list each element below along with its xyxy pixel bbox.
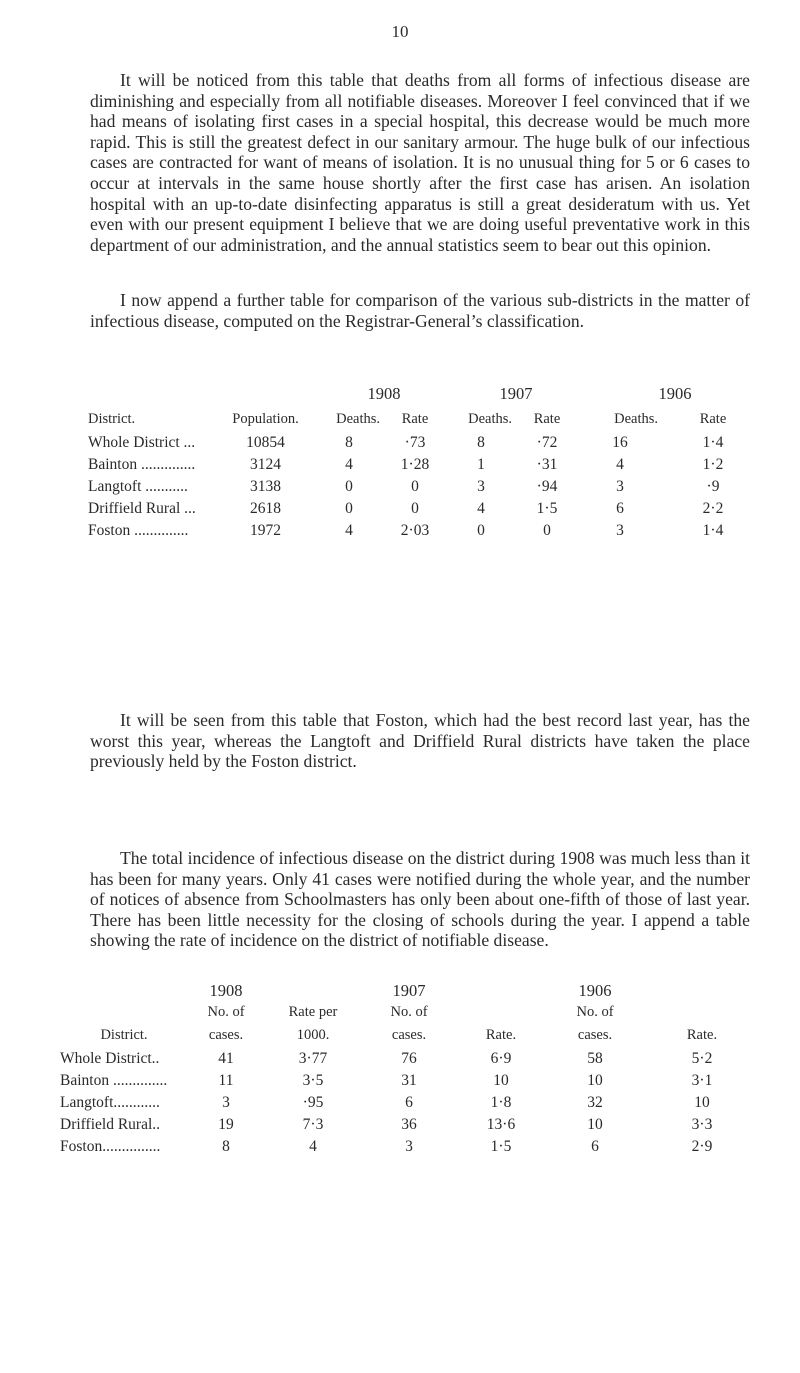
- row-cases-1907: 31: [401, 1072, 417, 1089]
- row-district: Bainton ..............: [88, 456, 196, 473]
- year-1907: 1907: [392, 981, 426, 1000]
- column-header-row-1: [60, 1002, 760, 1022]
- row-rate-1907: ·72: [536, 434, 558, 451]
- row-rate-1908: ·73: [404, 434, 426, 451]
- paragraph-total-incidence: The total incidence of infectious disease on the district during 1908 was much less than it has been for many years. Only 41 cases were notified during the whole year, and the number of notices of absence from Schoolmasters has only been about one-fifth of those of last year. There has been little necessity for the closing of schools during the year. I append a table showing the rate of incidence on the district of notifiable disease.: [90, 848, 750, 951]
- header-rate: Rate: [401, 410, 429, 427]
- row-deaths-1907: 0: [477, 522, 485, 539]
- table-row: [60, 1070, 760, 1092]
- row-rate-1906: 2·2: [702, 500, 724, 517]
- header-per-1000: 1000.: [296, 1026, 330, 1043]
- row-rate-1908: 3·5: [302, 1072, 324, 1089]
- row-rate-1908: 1·28: [400, 456, 430, 473]
- row-cases-1906: 58: [587, 1050, 603, 1067]
- year-1906: 1906: [578, 981, 612, 1000]
- row-population: 2618: [250, 500, 281, 517]
- row-rate-1906: 5·2: [691, 1050, 713, 1067]
- paragraph-foston-comparison: It will be seen from this table that Foston, which had the best record last year, has the worst this year, whereas the Langtoft and Driffield Rural districts have taken the place previously held by the Foston district.: [90, 710, 750, 772]
- header-no-of: No. of: [576, 1003, 614, 1020]
- row-rate-1907: 10: [493, 1072, 509, 1089]
- header-district: District.: [100, 1026, 148, 1043]
- header-rate: Rate.: [485, 1026, 517, 1043]
- year-1907: 1907: [499, 384, 533, 403]
- row-cases-1906: 32: [587, 1094, 603, 1111]
- row-rate-1906: 3·3: [691, 1116, 713, 1133]
- table-row: [88, 476, 768, 498]
- row-cases-1907: 3: [405, 1138, 413, 1155]
- row-population: 3124: [250, 456, 281, 473]
- column-header-row: [88, 406, 768, 432]
- row-district: Foston...............: [60, 1138, 161, 1155]
- row-rate-1907: 0: [543, 522, 551, 539]
- header-rate: Rate.: [686, 1026, 718, 1043]
- header-rate: Rate: [533, 410, 561, 427]
- row-cases-1906: 10: [587, 1072, 603, 1089]
- row-district: Langtoft............: [60, 1094, 160, 1111]
- row-rate-1906: 2·9: [691, 1138, 713, 1155]
- page-number: 10: [391, 22, 409, 41]
- table-row: [88, 520, 768, 542]
- row-cases-1906: 10: [587, 1116, 603, 1133]
- year-1908: 1908: [367, 384, 401, 403]
- row-district: Driffield Rural ...: [88, 500, 196, 517]
- row-deaths-1908: 0: [345, 500, 353, 517]
- row-rate-1906: 1·2: [702, 456, 724, 473]
- row-population: 1972: [250, 522, 281, 539]
- table-row: [60, 1114, 760, 1136]
- column-header-row-2: [60, 1022, 760, 1048]
- row-rate-1906: 3·1: [691, 1072, 713, 1089]
- row-cases-1907: 76: [401, 1050, 417, 1067]
- row-rate-1908: 7·3: [302, 1116, 324, 1133]
- row-rate-1908: 3·77: [298, 1050, 328, 1067]
- table-row: [60, 1092, 760, 1114]
- row-deaths-1906: 4: [616, 456, 624, 473]
- table-row: [60, 1136, 760, 1158]
- row-district: Whole District ...: [88, 434, 196, 451]
- row-deaths-1908: 4: [345, 456, 353, 473]
- row-cases-1908: 3: [222, 1094, 230, 1111]
- paragraph-subdistrict-intro: I now append a further table for comparison of the various sub-districts in the matter of infectious disease, computed on the Registrar-General’s classification.: [90, 290, 750, 331]
- row-district: Driffield Rural..: [60, 1116, 161, 1133]
- row-cases-1908: 19: [218, 1116, 234, 1133]
- row-deaths-1907: 1: [477, 456, 485, 473]
- year-1908: 1908: [209, 981, 243, 1000]
- header-no-of: No. of: [390, 1003, 428, 1020]
- header-rate: Rate: [699, 410, 727, 427]
- table-row: [88, 432, 768, 454]
- row-population: 10854: [246, 434, 285, 451]
- row-rate-1907: 1·5: [536, 500, 558, 517]
- header-rate-per: Rate per: [288, 1003, 338, 1020]
- row-deaths-1906: 3: [616, 478, 624, 495]
- year-header-row: [60, 980, 760, 1002]
- row-cases-1908: 11: [218, 1072, 234, 1089]
- deaths-rate-table: [88, 382, 768, 542]
- header-cases: cases.: [208, 1026, 244, 1043]
- table-row: [88, 454, 768, 476]
- row-rate-1906: 10: [694, 1094, 710, 1111]
- row-rate-1906: ·9: [706, 478, 720, 495]
- header-deaths: Deaths.: [468, 410, 512, 427]
- row-rate-1907: 1·8: [490, 1094, 512, 1111]
- row-rate-1908: 4: [309, 1138, 317, 1155]
- row-rate-1907: 13·6: [486, 1116, 516, 1133]
- row-deaths-1908: 8: [345, 434, 353, 451]
- row-deaths-1906: 6: [616, 500, 624, 517]
- table-row: [60, 1048, 760, 1070]
- row-rate-1908: 0: [411, 478, 419, 495]
- row-population: 3138: [250, 478, 281, 495]
- header-cases: cases.: [577, 1026, 613, 1043]
- row-district: Foston ..............: [88, 522, 189, 539]
- row-cases-1907: 36: [401, 1116, 417, 1133]
- row-deaths-1907: 8: [477, 434, 485, 451]
- row-rate-1907: ·94: [536, 478, 558, 495]
- row-cases-1908: 8: [222, 1138, 230, 1155]
- row-district: Langtoft ...........: [88, 478, 188, 495]
- row-rate-1908: 0: [411, 500, 419, 517]
- row-rate-1907: ·31: [536, 456, 558, 473]
- header-cases: cases.: [391, 1026, 427, 1043]
- row-deaths-1907: 4: [477, 500, 485, 517]
- row-district: Whole District..: [60, 1050, 160, 1067]
- row-cases-1907: 6: [405, 1094, 413, 1111]
- row-deaths-1908: 4: [345, 522, 353, 539]
- row-cases-1908: 41: [218, 1050, 234, 1067]
- row-deaths-1908: 0: [345, 478, 353, 495]
- header-no-of: No. of: [207, 1003, 245, 1020]
- row-deaths-1906: 16: [612, 434, 628, 451]
- row-rate-1908: ·95: [302, 1094, 324, 1111]
- row-rate-1907: 6·9: [490, 1050, 512, 1067]
- row-rate-1906: 1·4: [702, 522, 724, 539]
- row-district: Bainton ..............: [60, 1072, 168, 1089]
- header-population: Population.: [232, 410, 299, 427]
- paragraph-infectious-deaths: It will be noticed from this table that deaths from all forms of infectious disease are diminishing and especially from all notifiable diseases. Moreover I feel convinced that if we had means of isolating first cases in a special hospital, this decrease would be much more rapid. This is still the greatest defect in our sanitary armour. The huge bulk of our infectious cases are contracted for want of means of isolation. It is no unusual thing for 5 or 6 cases to occur at intervals in the same house shortly after the first case has arisen. An isolation hospital with an up-to-date disinfecting apparatus is still a great desideratum with us. Yet even with our present equipment I believe that we are doing useful preventative work in this department of our administration, and the annual statistics seem to bear out this opinion.: [90, 70, 750, 255]
- header-deaths: Deaths.: [336, 410, 380, 427]
- incidence-rate-table: [60, 980, 760, 1158]
- table-row: [88, 498, 768, 520]
- row-rate-1906: 1·4: [702, 434, 724, 451]
- row-rate-1908: 2·03: [400, 522, 430, 539]
- row-rate-1907: 1·5: [490, 1138, 512, 1155]
- year-1906: 1906: [658, 384, 692, 403]
- row-deaths-1907: 3: [477, 478, 485, 495]
- header-district: District.: [88, 410, 136, 427]
- header-deaths: Deaths.: [614, 410, 658, 427]
- row-cases-1906: 6: [591, 1138, 599, 1155]
- row-deaths-1906: 3: [616, 522, 624, 539]
- year-header-row: [88, 382, 768, 406]
